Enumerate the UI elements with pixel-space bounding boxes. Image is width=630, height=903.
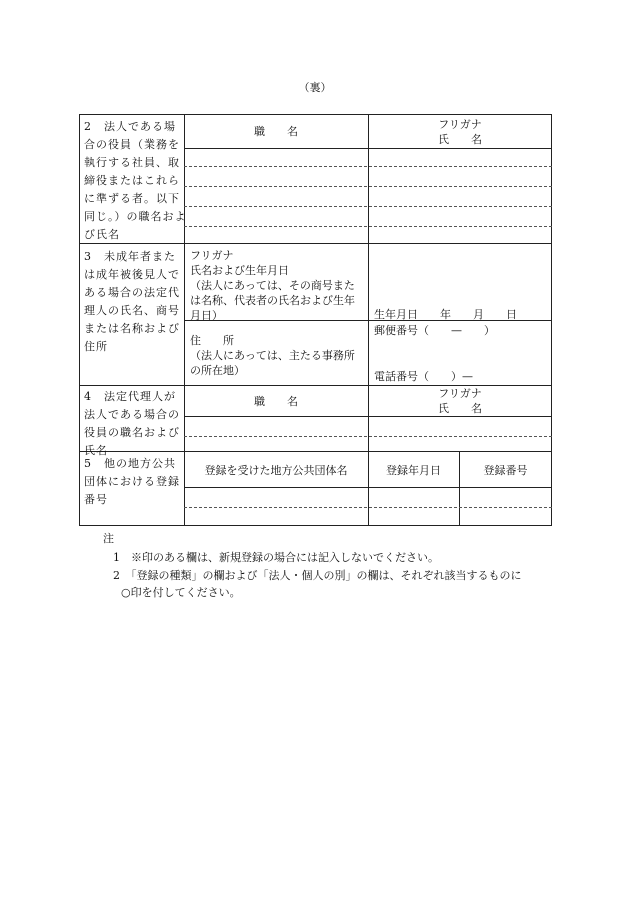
label-line: に準ずる者。以下 [84, 192, 180, 205]
section3-name-block [190, 248, 355, 323]
section3-postal-code: 郵便番号（ — ） [374, 324, 495, 337]
label-line: 合の役員（業務を [84, 138, 180, 151]
section2-name-header: 氏 名 [438, 133, 482, 146]
section5-reg-date-header: 登録年月日 [386, 464, 441, 477]
label-line: または名称および [84, 322, 180, 335]
label-line: 団体における登録 [84, 475, 180, 488]
page-title: （裏） [298, 81, 332, 94]
section5-gov-name-header: 登録を受けた地方公共団体名 [204, 464, 348, 477]
section2-position-header: 職 名 [254, 125, 298, 138]
section4-label [84, 388, 184, 460]
entry-line [184, 186, 552, 187]
label-line: 氏名 [84, 444, 108, 457]
note-item-1: 1 ※印のある欄は、新規登録の場合には記入しないでください。 [113, 551, 439, 564]
section4-position-header: 職 名 [254, 395, 298, 408]
label-line: 住所 [84, 340, 108, 353]
section4-furigana-header: フリガナ [438, 387, 482, 400]
text-line: の所在地） [190, 364, 245, 377]
text-line: は名称、代表者の氏名および生年 [190, 294, 355, 307]
text-line: 月日） [190, 309, 223, 322]
section3-phone: 電話番号（ ）— [374, 370, 473, 383]
section5-label [84, 455, 184, 509]
section2-furigana-header: フリガナ [438, 118, 482, 131]
label-line: 役員の職名および [84, 426, 180, 439]
note-item-2-line-2: ○印を付してください。 [121, 586, 241, 599]
label-line: ある場合の法定代 [84, 286, 180, 299]
label-line: 締役またはこれら [84, 174, 180, 187]
entry-line [184, 507, 552, 508]
section-divider [79, 385, 552, 386]
header-row-divider [184, 148, 552, 149]
entry-line [184, 206, 552, 207]
section3-birthdate: 生年月日 年 月 日 [374, 308, 517, 321]
label-line: 番号 [84, 493, 108, 506]
label-line: 法人である場合の [84, 408, 180, 421]
header-row-divider [184, 487, 552, 488]
label-line: は成年被後見人で [84, 268, 180, 281]
text-line: （法人にあっては、主たる事務所 [190, 349, 355, 362]
section5-reg-number-header: 登録番号 [483, 464, 528, 477]
text-line: 氏名および生年月日 [190, 264, 289, 277]
notes-heading: 注 [103, 532, 114, 545]
label-line: 4 法定代理人が [84, 390, 176, 403]
label-line: 3 未成年者また [84, 250, 176, 263]
label-line: び氏名 [84, 228, 120, 241]
text-line: （法人にあっては、その商号また [190, 279, 355, 292]
section4-name-header: 氏 名 [438, 402, 482, 415]
section3-label [84, 248, 184, 356]
entry-line [184, 436, 552, 437]
section2-label [84, 118, 187, 244]
entry-line [184, 166, 552, 167]
section3-address-block [190, 333, 355, 378]
label-line: 理人の氏名、商号 [84, 304, 180, 317]
label-line: 2 法人である場 [84, 120, 176, 133]
header-row-divider [184, 416, 552, 417]
entry-line [184, 226, 552, 227]
label-line: 5 他の地方公共 [84, 457, 176, 470]
text-line: フリガナ [190, 249, 234, 262]
note-item-2-line-1: 2 「登録の種類」の欄および「法人・個人の別」の欄は、それぞれ該当するものに [113, 569, 522, 582]
label-line: 同じ。）の職名およ [84, 210, 187, 223]
column-divider [459, 451, 460, 526]
label-line: 執行する社員、取 [84, 156, 180, 169]
text-line: 住 所 [190, 334, 234, 347]
